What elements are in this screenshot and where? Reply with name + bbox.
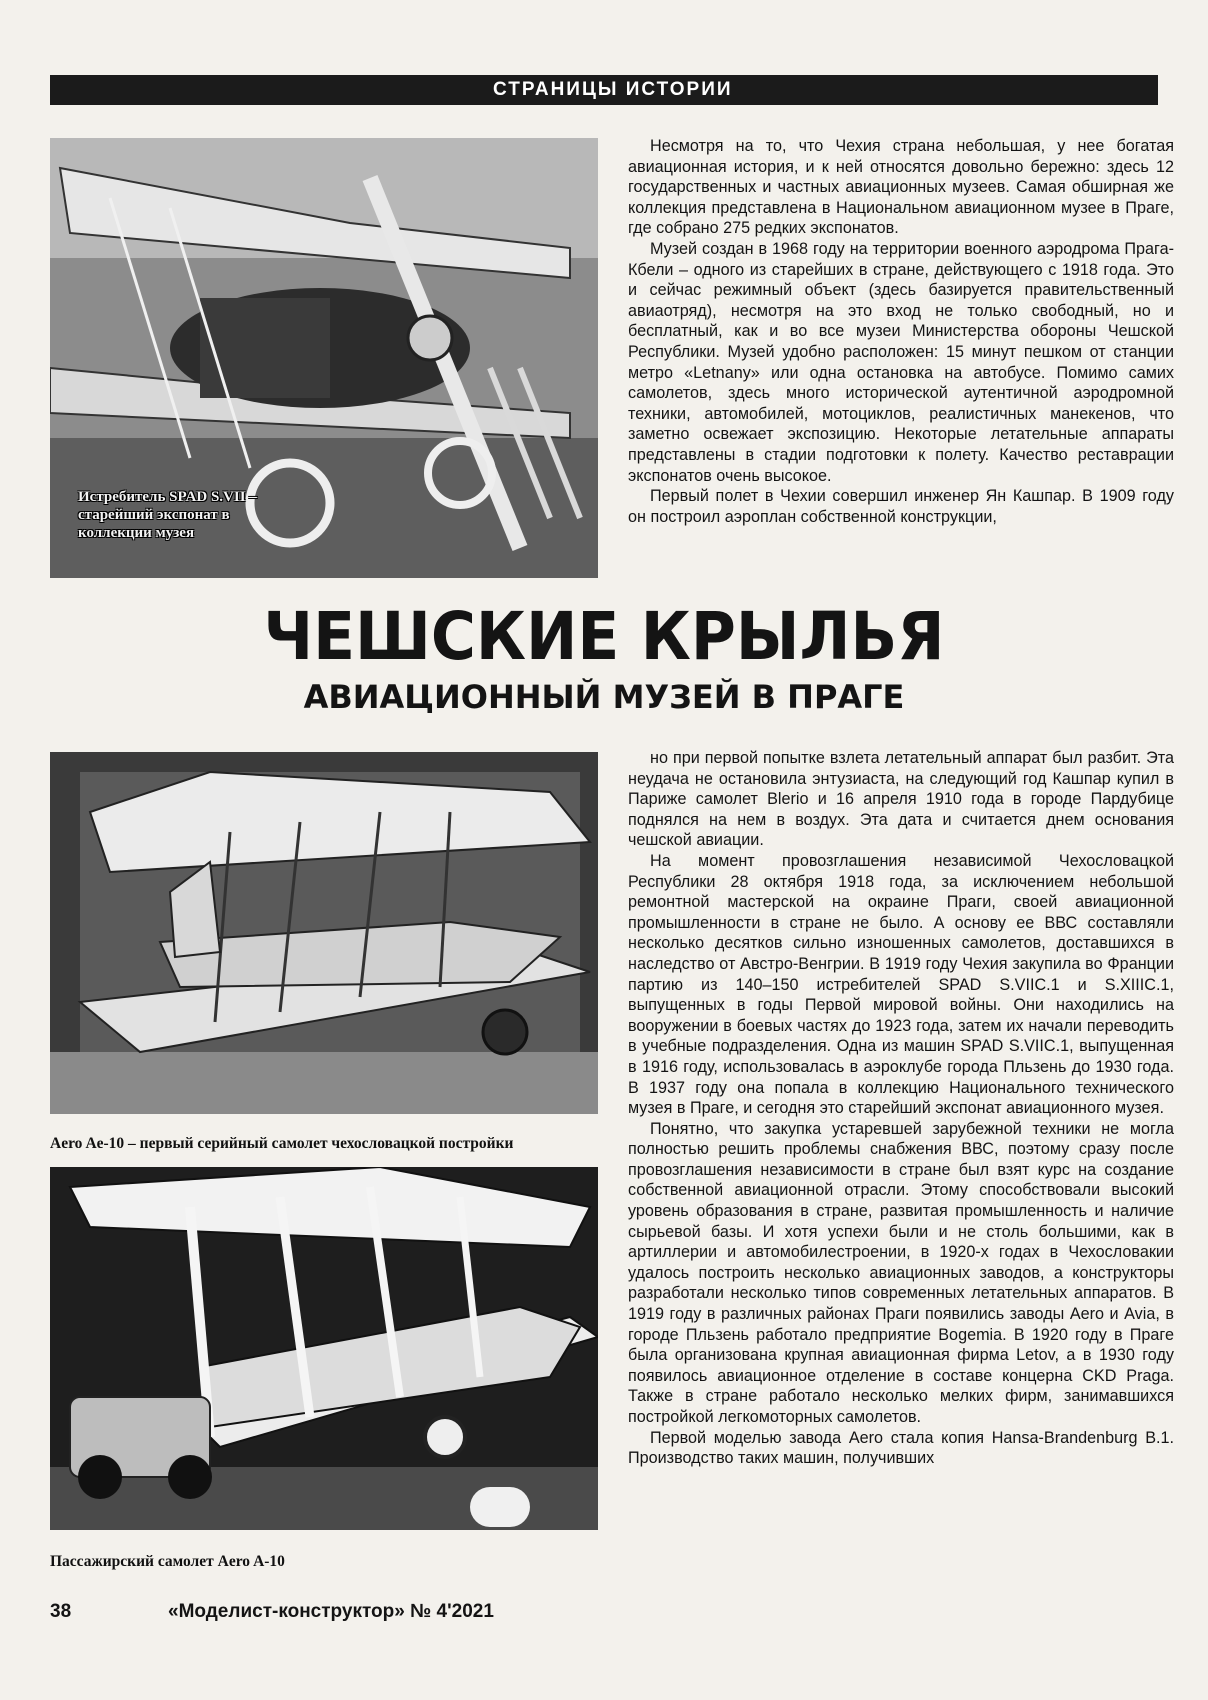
photo-aero-a10-caption: Пассажирский самолет Aero A-10: [50, 1553, 285, 1570]
article-column-top: [628, 136, 1174, 578]
section-label: СТРАНИЦЫ ИСТОРИИ: [493, 79, 733, 100]
page-number: 38: [50, 1601, 72, 1622]
biplane-bomber-photo-icon: [50, 752, 598, 1114]
section-header: [50, 75, 1158, 105]
article-title: ЧЕШСКИЕ КРЫЛЬЯ: [263, 598, 945, 675]
page-footer: [50, 1600, 650, 1624]
photo-aero-ae10-caption: Aero Ae-10 – первый серийный самолет чехословацкой постройки: [50, 1135, 514, 1152]
article-paragraph: На момент провозглашения независимой Чехословацкой Республики 28 октября 1918 года, за исключением небольшой ремонтной мастерской на окраине Праги, своей авиационной промышленности в стране не было. А основу ее ВВС составляли несколько десятков сильно изношенных самолетов, доставшихся в наследство от Австро-Венгрии. В 1919 году Чехия закупила во Франции партию из 140–150 истребителей SPAD S.VIIC.1 и S.XIIIC.1, выпущенных в годы Первой мировой войны. Они находились на вооружении в боевых частях до 1923 года, затем их начали переводить в учебные подразделения. Одна из машин SPAD S.VIIC.1, выпущенная в 1916 году, использовалась в аэроклубе города Пльзень до 1930 года. В 1937 году она попала в коллекцию Национального технического музея в Праге, и сегодня это старейший экспонат авиационного музея.: [628, 851, 1174, 1118]
photo-aero-a10: [50, 1167, 598, 1530]
article-paragraph: но при первой попытке взлета летательный аппарат был разбит. Эта неудача не остановила энтузиаста, на следующий год Кашпар купил в Париже самолет Blerio и 16 апреля 1910 года в городе Пардубице поднялся на нем в воздух. Эта дата и считается днем основания чешской авиации.: [628, 749, 1174, 850]
magazine-title: «Моделист-конструктор» № 4'2021: [168, 1601, 494, 1622]
article-paragraph: Несмотря на то, что Чехия страна небольшая, у нее богатая авиационная история, и к ней относятся довольно бережно: здесь 12 государственных и частных авиационных музеев. Самая обширная же коллекция представлена в Национальном авиационном музее в Праге, где собрано 275 редких экспонатов.: [628, 137, 1174, 238]
photo-spad-caption: Истребитель SPAD S.VII – старейший экспонат в коллекции музея: [78, 489, 257, 541]
article-column-bottom: [628, 748, 1174, 1580]
article-subtitle: АВИАЦИОННЫЙ МУЗЕЙ В ПРАГЕ: [303, 678, 905, 716]
article-paragraph: Музей создан в 1968 году на территории военного аэродрома Прага-Кбели – одного из старейших в стране, действующего с 1918 года. Это и сейчас режимный объект (здесь базируется правительственный авиаотряд), несмотря на это вход не только свободный, но и бесплатный, как и во все музеи Министерства обороны Чешской Республики. Музей удобно расположен: 15 минут пешком от станции метро «Letnany» или одна остановка на автобусе. Помимо самих самолетов, здесь много исторической аутентичной аэродромной техники, автомобилей, мотоциклов, реалистичных манекенов, что заметно освежает экспозицию. Некоторые летательные аппараты представлены в стадии подготовки к полету. Качество реставрации экспонатов очень высокое.: [628, 239, 1174, 485]
biplane-airliner-photo-icon: [50, 1167, 598, 1530]
article-title-block: [50, 598, 1158, 716]
article-paragraph: Первой моделью завода Aero стала копия Hansa-Brandenburg B.1. Производство таких машин, получивших: [628, 1428, 1174, 1468]
photo-aero-ae10: [50, 752, 598, 1114]
article-paragraph: Первый полет в Чехии совершил инженер Ян Кашпар. В 1909 году он построил аэроплан собственной конструкции,: [628, 487, 1174, 526]
article-paragraph: Понятно, что закупка устаревшей зарубежной техники не могла полностью решить проблемы снабжения ВВС, поэтому сразу после провозглашения независимости в стране был взят курс на создание собственной авиационной отрасли. Этому способствовали высокий уровень образования в стране, развитая промышленность и наличие сырьевой базы. И хотя успехи были и не столь большими, как в артиллерии и автомобилестроении, в 1920-х годах в Чехословакии удалось построить несколько авиационных заводов, а конструкторы разработали несколько типов современных летательных аппаратов. В 1919 году в различных районах Праги появились заводы Aero и Avia, в городе Пльзень работало предприятие Bogemia. В 1920 году в Праге была организована крупная авиационная фирма Letov, а в 1930 году появилось авиационное отделение в составе концерна CKD Praga. Также в стране работало несколько мелких фирм, занимавшихся постройкой легкомоторных самолетов.: [628, 1119, 1174, 1426]
